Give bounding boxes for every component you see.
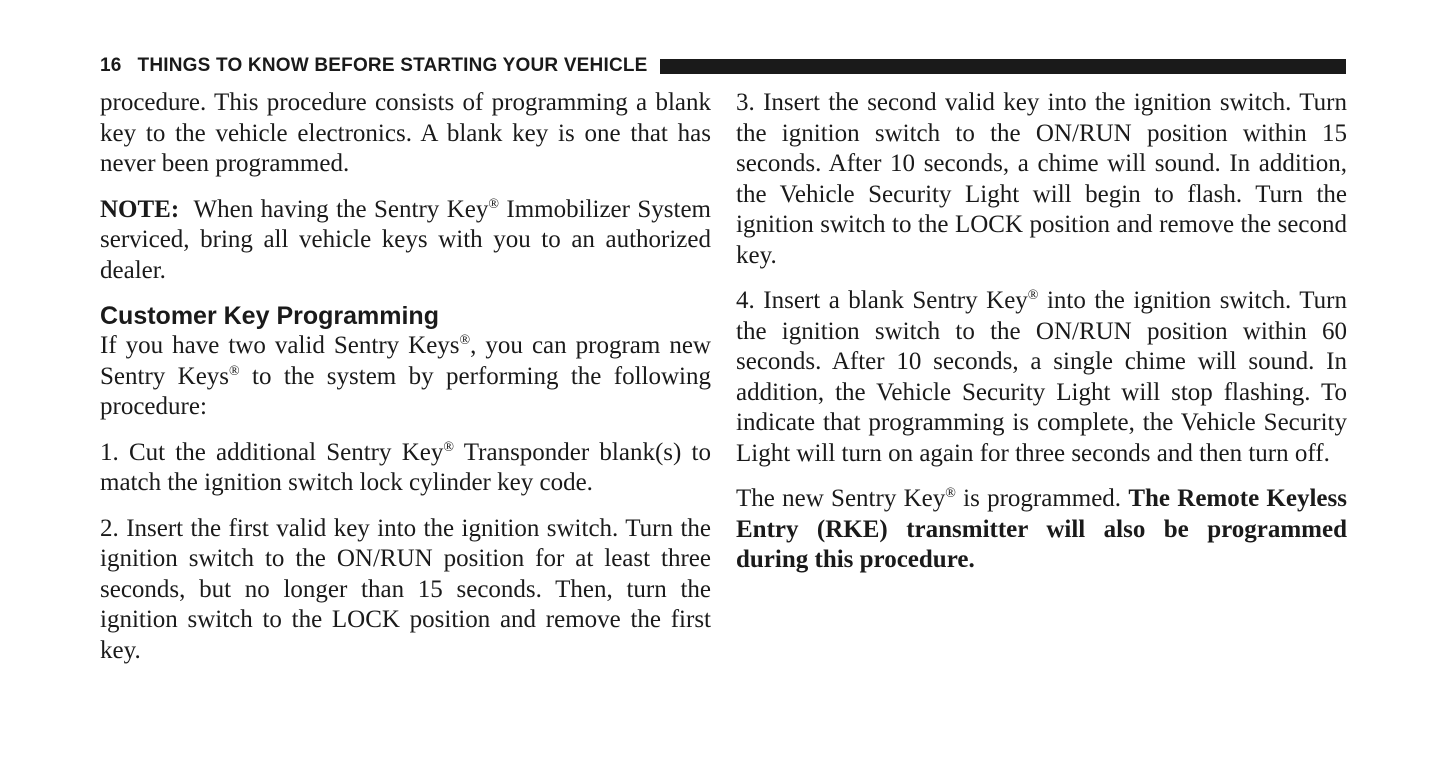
note-text-a: When having the Sentry Key <box>193 195 489 223</box>
step-3: 3. Insert the second valid key into the ignition switch. Turn the ignition switch to the ON/RUN position within 15 seconds. After 10 seconds, a chime will sound. In addition, the Vehicle Security Light will begin to flash. Turn the ignition switch to the LOCK position and remove the second key. <box>736 89 1347 269</box>
step-1 <box>100 438 711 499</box>
right-column <box>736 88 1347 576</box>
intro-text-a: If you have two valid Sentry Keys <box>100 332 460 359</box>
final-text-b: is programmed. <box>955 485 1129 512</box>
registered-mark: ® <box>1027 288 1039 303</box>
intro-text-c: to the system by performing the following procedure: <box>100 362 711 420</box>
registered-mark: ® <box>229 363 240 379</box>
page-header <box>100 55 1346 77</box>
intro-text-b: , you can program new Sentry Keys <box>100 332 711 390</box>
intro-paragraph <box>100 331 711 423</box>
registered-mark: ® <box>488 196 499 212</box>
registered-mark: ® <box>945 486 956 501</box>
step-1-text-b: Transponder blank(s) to match the ignition switch lock cylinder key code. <box>100 438 712 496</box>
header-rule <box>660 59 1346 74</box>
left-column <box>100 88 711 666</box>
section-subheading: Customer Key Programming <box>100 302 439 330</box>
step-1-text-a: 1. Cut the additional Sentry Key <box>100 438 444 466</box>
note-label: NOTE: <box>100 195 180 223</box>
step-4-text-b: into the ignition switch. Turn the ignition switch to the ON/RUN position within 60 seconds. After 10 seconds, a single chime will sound. In addition, the Vehicle Security Light will stop flashing. To indicate that programming is complete, the Vehicle Security Light will turn on again for three seconds and then turn off. <box>736 287 1347 467</box>
note-paragraph <box>100 195 711 287</box>
final-paragraph <box>736 484 1347 576</box>
page-number: 16 <box>100 55 122 76</box>
step-4 <box>736 286 1347 469</box>
step-4-text-a: 4. Insert a blank Sentry Key <box>736 287 1028 314</box>
registered-mark: ® <box>459 333 471 348</box>
note-text-b: Immobilizer System serviced, bring all vehicle keys with you to an authorized dealer. <box>100 195 711 284</box>
final-text-a: The new Sentry Key <box>736 485 946 512</box>
continued-paragraph: procedure. This procedure consists of programming a blank key to the vehicle electronics. A blank key is one that has never been programmed. <box>100 89 711 177</box>
registered-mark: ® <box>443 439 454 455</box>
final-bold-text: The Remote Keyless Entry (RKE) transmitter will also be programmed during this procedure. <box>736 485 1347 573</box>
step-2: 2. Insert the first valid key into the ignition switch. Turn the ignition switch to the ON/RUN position for at least three seconds, but no longer than 15 seconds. Then, turn the ignition switch to the LOCK position and remove the first key. <box>100 514 711 664</box>
section-title: THINGS TO KNOW BEFORE STARTING YOUR VEHICLE <box>137 55 648 76</box>
